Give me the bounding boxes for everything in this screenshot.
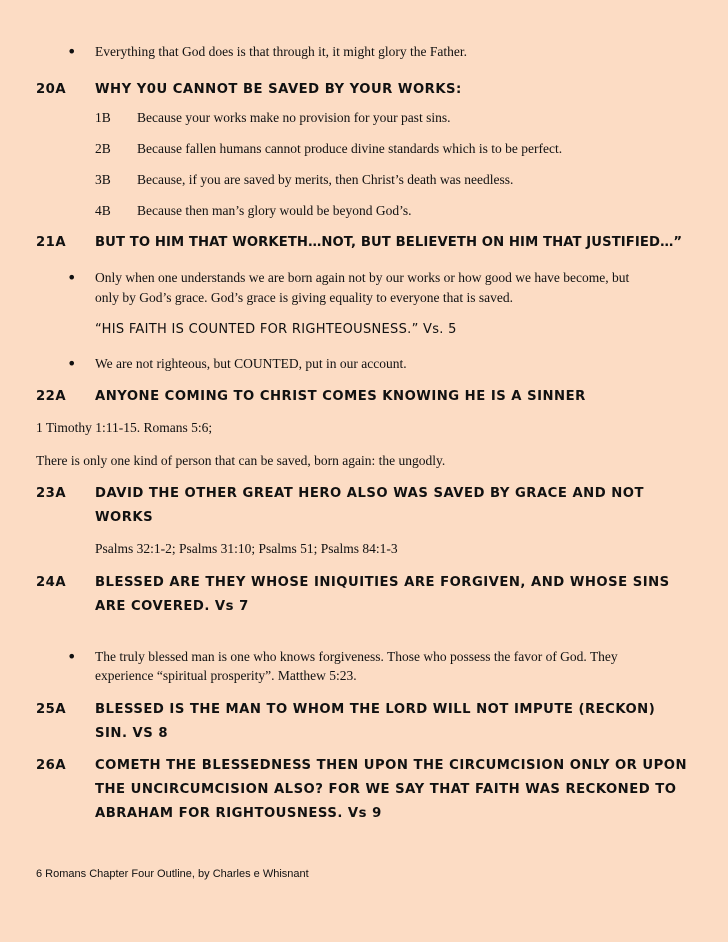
bullet-icon: • <box>67 42 77 61</box>
heading-text: DAVID THE OTHER GREAT HERO ALSO WAS SAVED BY GRACE AND NOT <box>95 486 644 501</box>
heading-number: 22A <box>36 389 67 404</box>
sub-number: 1B <box>95 110 111 125</box>
scripture-reference: Psalms 32:1-2; Psalms 31:10; Psalms 51; Psalms 84:1-3 <box>95 541 398 556</box>
bullet-text: Everything that God does is that through it, it might glory the Father. <box>95 44 467 59</box>
heading-text: WORKS <box>95 510 154 525</box>
heading-number: 24A <box>36 575 67 590</box>
bullet-icon: • <box>67 354 77 373</box>
bullet-text: only by God’s grace. God’s grace is giving equality to everyone that is saved. <box>95 290 514 305</box>
bullet-icon: • <box>67 268 77 287</box>
heading-number: 26A <box>36 758 67 773</box>
heading-text: THE UNCIRCUMCISION ALSO? FOR WE SAY THAT FAITH WAS RECKONED TO <box>95 782 677 797</box>
heading-text: ARE COVERED. Vs 7 <box>95 599 249 614</box>
sub-text: Because, if you are saved by merits, then Christ’s death was needless. <box>137 172 514 187</box>
sub-text: Because then man’s glory would be beyond God’s. <box>137 203 412 218</box>
heading-text: WHY Y0U CANNOT BE SAVED BY YOUR WORKS: <box>95 82 462 97</box>
sub-number: 3B <box>95 172 111 187</box>
heading-text: BUT TO HIM THAT WORKETH…NOT, BUT BELIEVETH ON HIM THAT JUSTIFIED…” <box>95 235 683 250</box>
bullet-text: We are not righteous, but COUNTED, put in our account. <box>95 356 407 371</box>
bullet-icon: • <box>67 647 77 666</box>
heading-number: 25A <box>36 702 67 717</box>
heading-number: 21A <box>36 235 67 250</box>
sub-text: Because fallen humans cannot produce divine standards which is to be perfect. <box>137 141 563 156</box>
bullet-text: Only when one understands we are born again not by our works or how good we have become, but <box>95 270 630 285</box>
sub-text: Because your works make no provision for your past sins. <box>137 110 451 125</box>
heading-text: ABRAHAM FOR RIGHTOUSNESS. Vs 9 <box>95 806 382 821</box>
bullet-text: The truly blessed man is one who knows forgiveness. Those who possess the favor of God. They <box>95 649 618 664</box>
faith-quote: “HIS FAITH IS COUNTED FOR RIGHTEOUSNESS.” Vs. 5 <box>95 322 457 337</box>
paragraph: There is only one kind of person that can be saved, born again: the ungodly. <box>36 453 446 468</box>
page-footer: 6 Romans Chapter Four Outline, by Charles e Whisnant <box>36 868 309 880</box>
scripture-reference: 1 Timothy 1:11-15. Romans 5:6; <box>36 420 213 435</box>
sub-number: 2B <box>95 141 111 156</box>
bullet-text: experience “spiritual prosperity”. Matthew 5:23. <box>95 668 357 683</box>
heading-text: BLESSED ARE THEY WHOSE INIQUITIES ARE FORGIVEN, AND WHOSE SINS <box>95 575 670 590</box>
heading-number: 20A <box>36 82 67 97</box>
heading-text: ANYONE COMING TO CHRIST COMES KNOWING HE IS A SINNER <box>95 389 586 404</box>
heading-text: COMETH THE BLESSEDNESS THEN UPON THE CIRCUMCISION ONLY OR UPON <box>95 758 688 773</box>
sub-number: 4B <box>95 203 111 218</box>
heading-number: 23A <box>36 486 67 501</box>
heading-text: SIN. VS 8 <box>95 726 169 741</box>
heading-text: BLESSED IS THE MAN TO WHOM THE LORD WILL NOT IMPUTE (RECKON) <box>95 702 656 717</box>
